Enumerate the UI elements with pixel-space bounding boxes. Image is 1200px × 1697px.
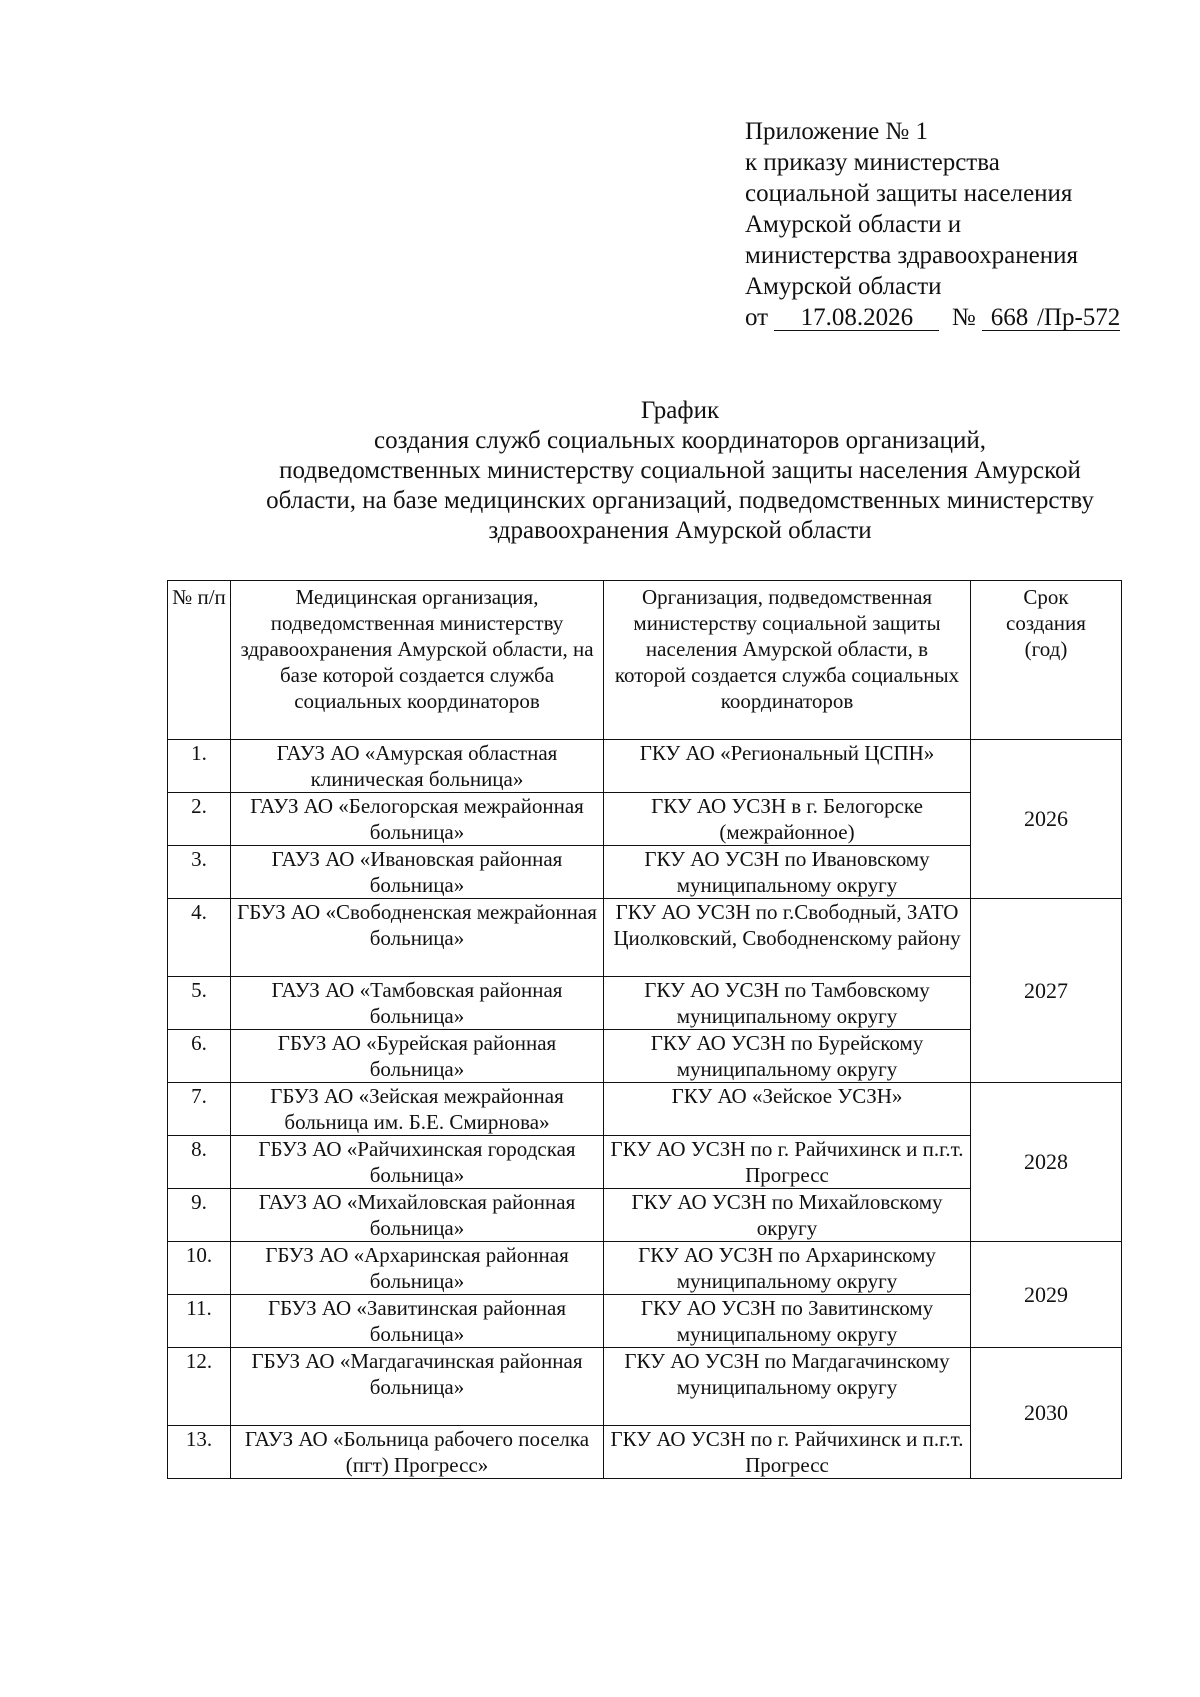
row-social-org: ГКУ АО «Зейское УСЗН» <box>604 1083 971 1136</box>
title-line-3: подведомственных министерству социальной защиты населения Амурской <box>279 457 1081 484</box>
header-year: Срок создания (год) <box>971 581 1122 740</box>
annex-line-region-2: Амурской области <box>745 273 942 300</box>
year-cell: 2027 <box>971 899 1122 1083</box>
row-medical-org: ГБУЗ АО «Райчихинская городская больница» <box>231 1136 604 1189</box>
row-medical-org: ГБУЗ АО «Свободненская межрайонная больница» <box>231 899 604 977</box>
title-line-2: создания служб социальных координаторов организаций, <box>373 427 987 454</box>
annex-line-ministry-social: социальной защиты населения <box>745 180 1073 207</box>
row-social-org: ГКУ АО УСЗН по Бурейскому муниципальному округу <box>604 1030 971 1083</box>
annex-date: 17.08.2026 <box>774 305 939 331</box>
annex-date-number-line <box>745 302 1165 333</box>
annex-number: 668 <box>982 305 1037 331</box>
table-row <box>168 1242 1122 1295</box>
annex-line-order: к приказу министерства <box>745 149 1000 176</box>
annex-heading <box>745 116 1165 333</box>
annex-line-region: Амурской области и <box>745 211 962 238</box>
row-medical-org: ГБУЗ АО «Магдагачинская районная больница» <box>231 1348 604 1426</box>
row-social-org: ГКУ АО «Региональный ЦСПН» <box>604 740 971 793</box>
row-num: 13. <box>168 1426 231 1479</box>
row-medical-org: ГАУЗ АО «Тамбовская районная больница» <box>231 977 604 1030</box>
document-title <box>170 396 1190 546</box>
row-social-org: ГКУ АО УСЗН по г.Свободный, ЗАТО Циолковский, Свободненскому району <box>604 899 971 977</box>
row-num: 10. <box>168 1242 231 1295</box>
row-num: 1. <box>168 740 231 793</box>
row-num: 4. <box>168 899 231 977</box>
table-row <box>168 1348 1122 1426</box>
row-medical-org: ГАУЗ АО «Белогорская межрайонная больница» <box>231 793 604 846</box>
row-social-org: ГКУ АО УСЗН в г. Белогорске (межрайонное) <box>604 793 971 846</box>
row-num: 11. <box>168 1295 231 1348</box>
row-num: 5. <box>168 977 231 1030</box>
annex-line-ministry-health: министерства здравоохранения <box>745 242 1078 269</box>
year-cell: 2026 <box>971 740 1122 899</box>
row-medical-org: ГАУЗ АО «Ивановская районная больница» <box>231 846 604 899</box>
title-line-5: здравоохранения Амурской области <box>488 517 872 544</box>
row-social-org: ГКУ АО УСЗН по г. Райчихинск и п.г.т. Прогресс <box>604 1136 971 1189</box>
table-row <box>168 740 1122 793</box>
row-num: 8. <box>168 1136 231 1189</box>
row-social-org: ГКУ АО УСЗН по Тамбовскому муниципальному округу <box>604 977 971 1030</box>
row-num: 7. <box>168 1083 231 1136</box>
row-num: 2. <box>168 793 231 846</box>
row-social-org: ГКУ АО УСЗН по Ивановскому муниципальному округу <box>604 846 971 899</box>
header-social-org: Организация, подведомственная министерству социальной защиты населения Амурской области, в которой создается служба социальных координаторов <box>604 581 971 740</box>
table-row <box>168 1083 1122 1136</box>
row-num: 3. <box>168 846 231 899</box>
title-line-1: График <box>640 397 720 424</box>
row-medical-org: ГАУЗ АО «Михайловская районная больница» <box>231 1189 604 1242</box>
title-line-4: области, на базе медицинских организаций, подведомственных министерству <box>266 487 1094 514</box>
year-cell: 2028 <box>971 1083 1122 1242</box>
year-cell: 2029 <box>971 1242 1122 1348</box>
annex-number-label: № <box>951 304 976 331</box>
row-medical-org: ГБУЗ АО «Бурейская районная больница» <box>231 1030 604 1083</box>
row-medical-org: ГБУЗ АО «Завитинская районная больница» <box>231 1295 604 1348</box>
row-medical-org: ГАУЗ АО «Амурская областная клиническая больница» <box>231 740 604 793</box>
row-social-org: ГКУ АО УСЗН по Михайловскому округу <box>604 1189 971 1242</box>
annex-title: Приложение № 1 <box>745 118 929 145</box>
row-num: 9. <box>168 1189 231 1242</box>
header-medical-org: Медицинская организация, подведомственная министерству здравоохранения Амурской области, на базе которой создается служба социальных координаторов <box>231 581 604 740</box>
row-medical-org: ГБУЗ АО «Архаринская районная больница» <box>231 1242 604 1295</box>
row-num: 12. <box>168 1348 231 1426</box>
row-num: 6. <box>168 1030 231 1083</box>
row-social-org: ГКУ АО УСЗН по Магдагачинскому муниципальному округу <box>604 1348 971 1426</box>
year-cell: 2030 <box>971 1348 1122 1479</box>
row-social-org: ГКУ АО УСЗН по г. Райчихинск и п.г.т. Прогресс <box>604 1426 971 1479</box>
annex-from-label: от <box>745 304 769 331</box>
row-medical-org: ГАУЗ АО «Больница рабочего поселка (пгт) Прогресс» <box>231 1426 604 1479</box>
row-social-org: ГКУ АО УСЗН по Архаринскому муниципальному округу <box>604 1242 971 1295</box>
row-medical-org: ГБУЗ АО «Зейская межрайонная больница им. Б.Е. Смирнова» <box>231 1083 604 1136</box>
header-num: № п/п <box>168 581 231 740</box>
schedule-table <box>167 580 1122 1479</box>
annex-number-suffix: /Пр-572 <box>1036 304 1121 331</box>
row-social-org: ГКУ АО УСЗН по Завитинскому муниципальному округу <box>604 1295 971 1348</box>
table-row <box>168 899 1122 977</box>
